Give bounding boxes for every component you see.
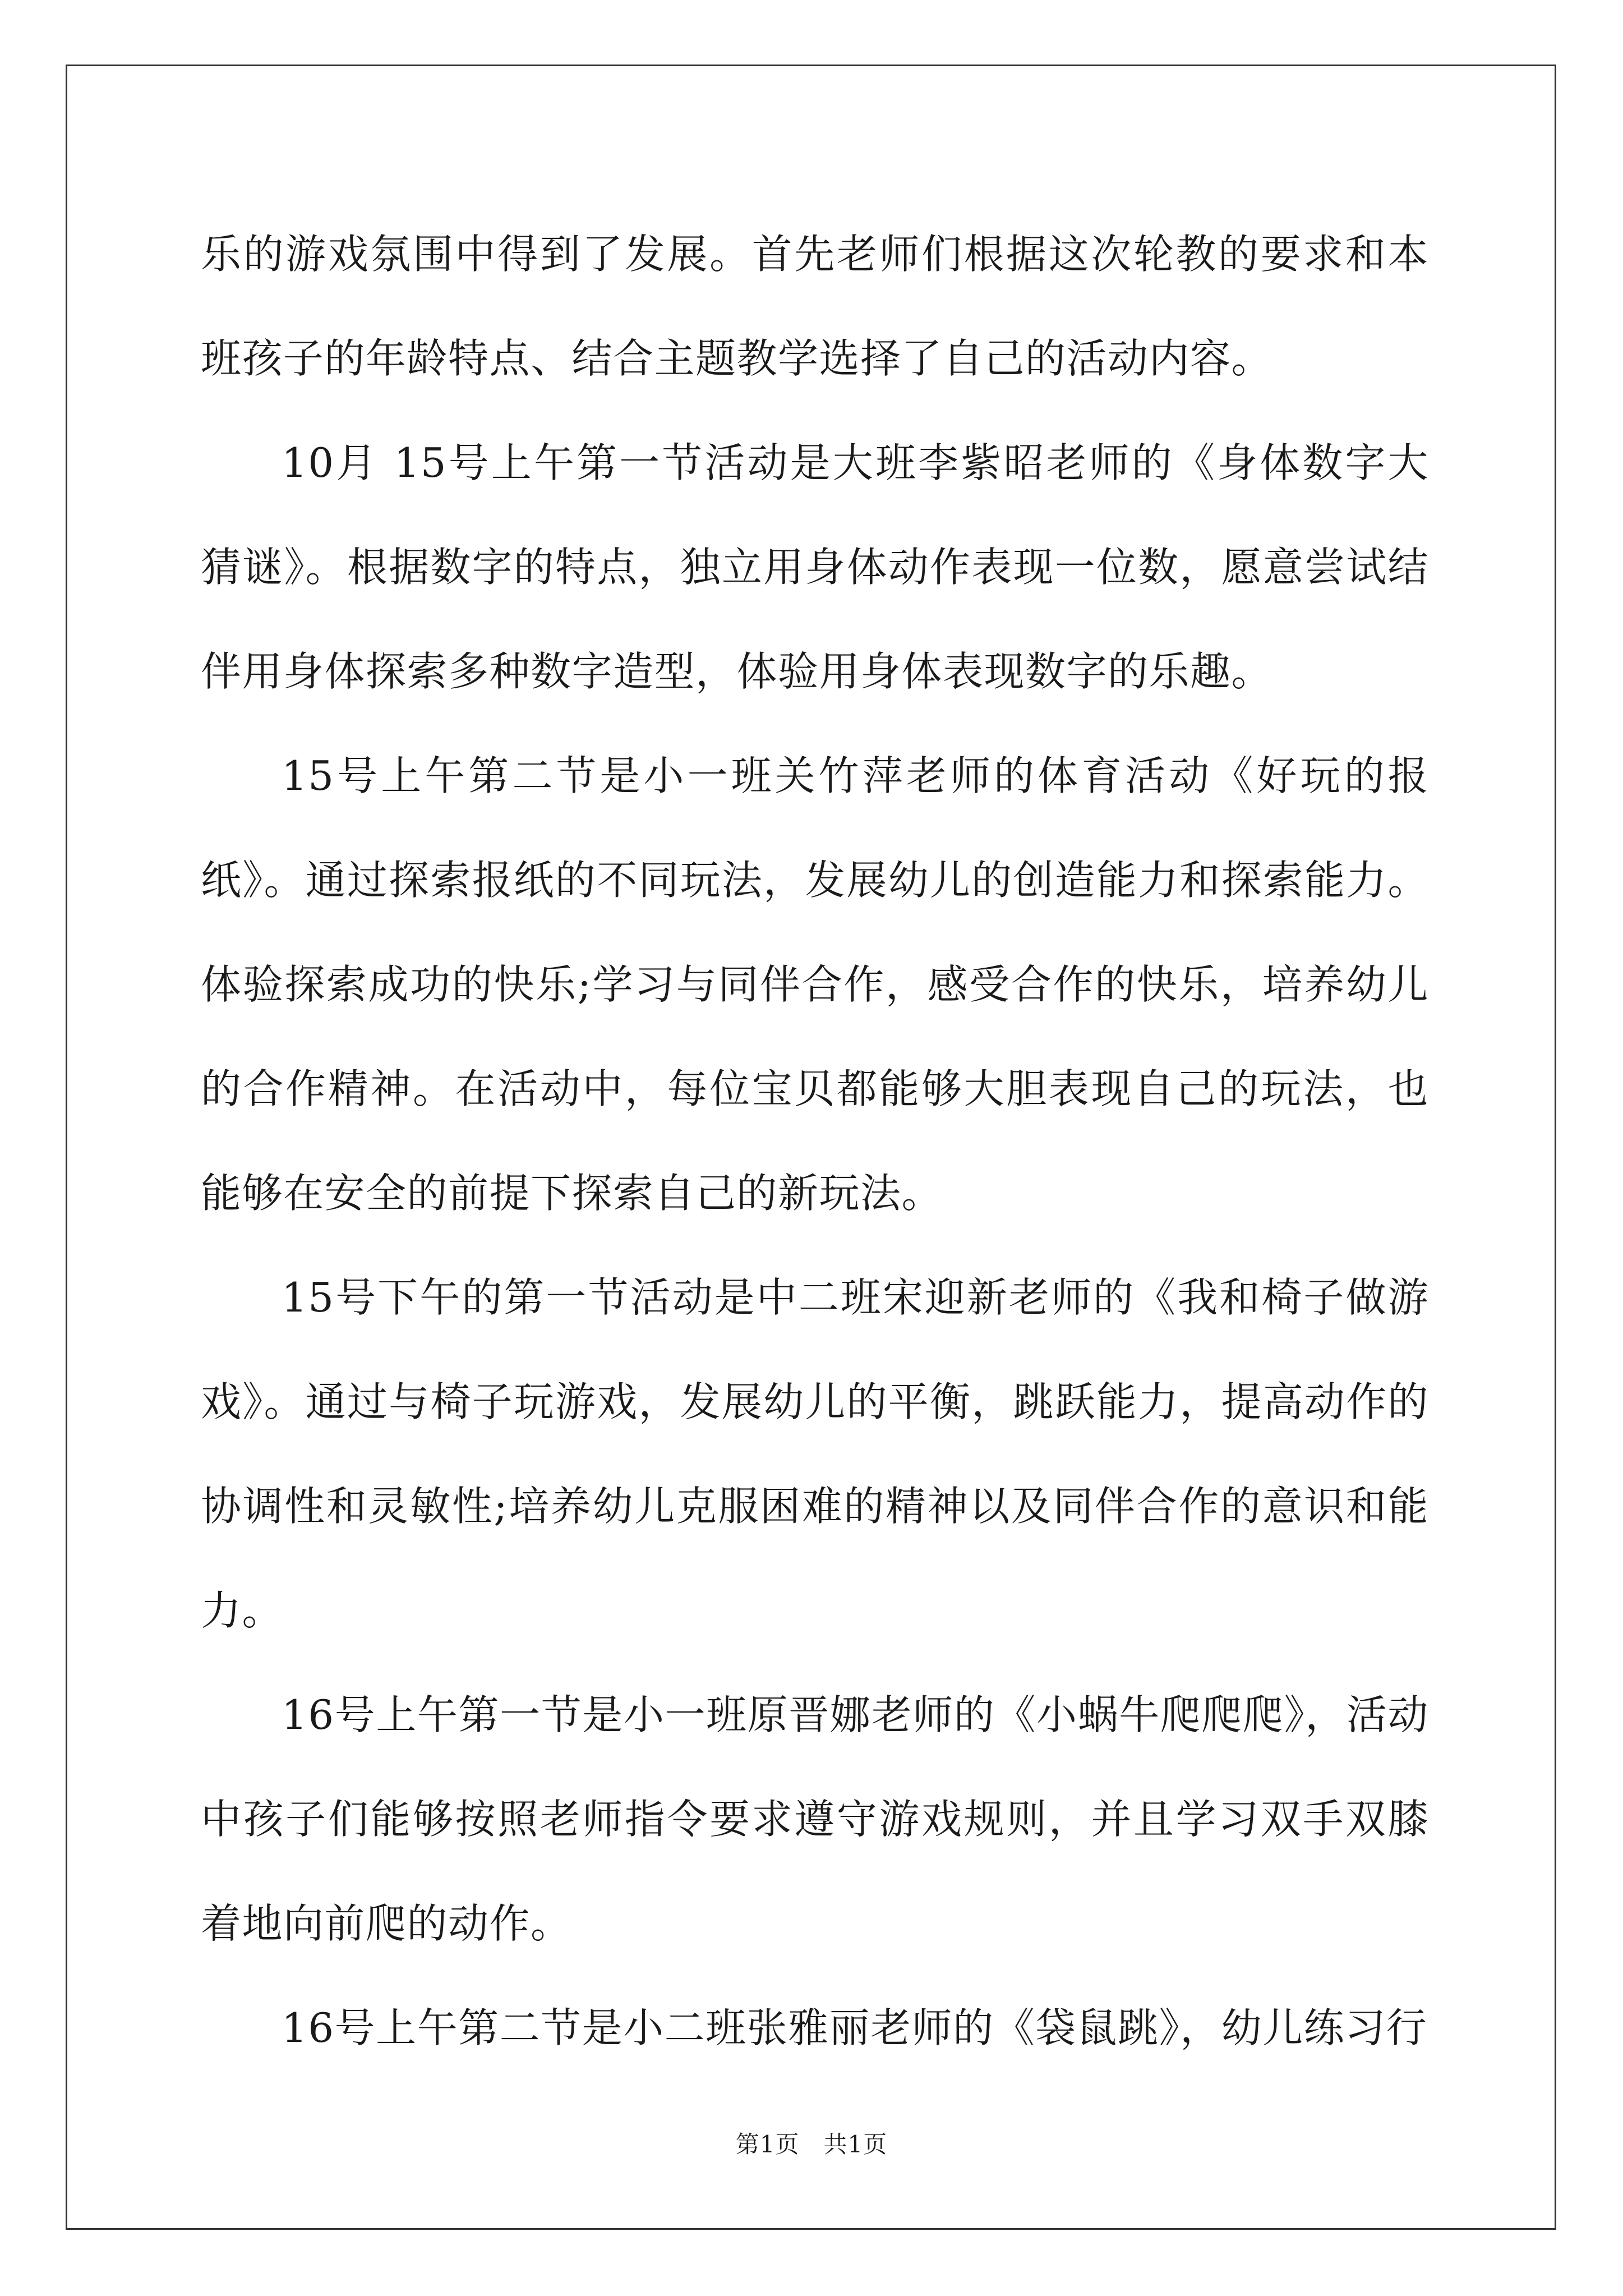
paragraph-continuation: 乐的游戏氛围中得到了发展。首先老师们根据这次轮教的要求和本班孩子的年龄特点、结合主题教学选择了自己的活动内容。 [201, 231, 1429, 382]
paragraph-activity-4: 16号上午第一节是小一班原晋娜老师的《小蜗牛爬爬爬》，活动中孩子们能够按照老师指令要求遵守游戏规则，并且学习双手双膝着地向前爬的动作。 [201, 1691, 1429, 1947]
paragraph-activity-1: 10月 15号上午第一节活动是大班李紫昭老师的《身体数字大猜谜》。根据数字的特点，独立用身体动作表现一位数，愿意尝试结伴用身体探索多种数字造型，体验用身体表现数字的乐趣。 [201, 439, 1429, 695]
paragraph-activity-3: 15号下午的第一节活动是中二班宋迎新老师的《我和椅子做游戏》。通过与椅子玩游戏，发展幼儿的平衡，跳跃能力，提高动作的协调性和灵敏性;培养幼儿克服困难的精神以及同伴合作的意识和能力。 [201, 1274, 1429, 1634]
page-number-footer: 第1页 共1页 [735, 2131, 888, 2158]
document-body [201, 202, 1429, 2080]
paragraph-activity-5: 16号上午第二节是小二班张雅丽老师的《袋鼠跳》，幼儿练习行 [282, 2004, 1428, 2051]
paragraph-activity-2: 15号上午第二节是小一班关竹萍老师的体育活动《好玩的报纸》。通过探索报纸的不同玩法，发展幼儿的创造能力和探索能力。体验探索成功的快乐;学习与同伴合作，感受合作的快乐，培养幼儿的合作精神。在活动中，每位宝贝都能够大胆表现自己的玩法，也能够在安全的前提下探索自己的新玩法。 [201, 752, 1429, 1217]
